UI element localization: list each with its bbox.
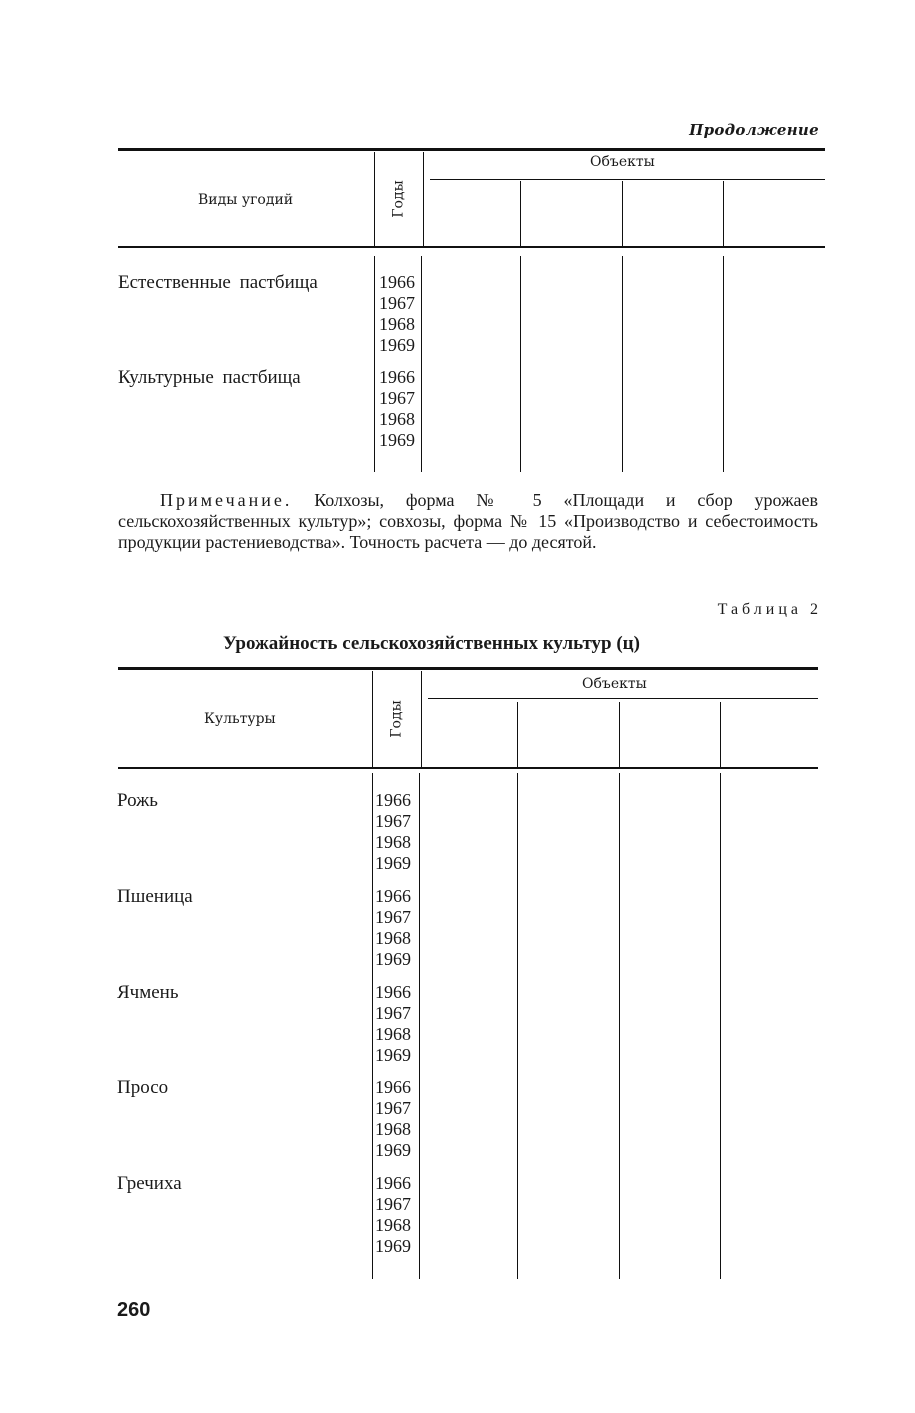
table2-row-years: 1966 1967 1968 1969 (375, 1077, 411, 1160)
table1-row-label: Естественные пастбища (118, 272, 318, 293)
table2-objects-rule (428, 698, 818, 699)
table1-row-years: 1966 1967 1968 1969 (379, 367, 415, 450)
note-lead: Примечание. (160, 490, 293, 510)
table1-col-divider-2 (423, 152, 424, 246)
table2-obj-divider-3 (720, 702, 721, 767)
table1-top-rule (118, 148, 825, 151)
table2-row-label: Просо (117, 1077, 169, 1098)
table1-obj-divider-3 (723, 181, 724, 246)
table2-top-rule (118, 667, 818, 670)
table2-header-rule (118, 767, 818, 769)
note-text: Колхозы, форма № 5 «Площади и сбор урожаев сельскохозяйственных культур»; совхозы, форма № 15 «Производство и себестоимость продукции растениеводства». Точность расчета — до десятой. (118, 490, 818, 552)
table2-row-label: Рожь (117, 790, 158, 811)
table1-row-years: 1966 1967 1968 1969 (379, 272, 415, 355)
table2-row-years: 1966 1967 1968 1969 (375, 1173, 411, 1256)
table2-header-years: Годы (388, 700, 405, 738)
table2-row-label: Гречиха (117, 1173, 182, 1194)
table1-body-divider-3 (520, 256, 521, 472)
table1-body-divider-1 (374, 256, 375, 472)
table1-objects-rule (430, 179, 825, 180)
table2-body-divider-3 (517, 773, 518, 1279)
table2-body-divider-4 (619, 773, 620, 1279)
table2-title: Урожайность сельскохозяйственных культур (ц) (223, 633, 640, 654)
table1-body-divider-4 (622, 256, 623, 472)
table2-row-years: 1966 1967 1968 1969 (375, 982, 411, 1065)
table2-obj-divider-2 (619, 702, 620, 767)
table1-row-label: Культурные пастбища (118, 367, 301, 388)
table2-col-divider-2 (421, 671, 422, 767)
table2-body-divider-1 (372, 773, 373, 1279)
page-number: 260 (117, 1299, 151, 1321)
table1-header-label: Виды угодий (198, 192, 294, 208)
table2-row-label: Ячмень (117, 982, 179, 1003)
table2-row-label: Пшеница (117, 886, 193, 907)
table1-header-rule (118, 246, 825, 248)
table2-row-years: 1966 1967 1968 1969 (375, 886, 411, 969)
table1-body-divider-2 (421, 256, 422, 472)
table2-body-divider-2 (419, 773, 420, 1279)
table1-body-divider-5 (723, 256, 724, 472)
table2-header-label: Культуры (204, 711, 276, 727)
table2-header-objects: Объекты (582, 676, 647, 692)
table1-header-objects: Объекты (590, 154, 655, 170)
table1-header-years: Годы (390, 180, 407, 218)
table2-label: Таблица 2 (717, 601, 822, 618)
table1-obj-divider-1 (520, 181, 521, 246)
continuation-label: Продолжение (689, 121, 819, 139)
table1-note (118, 490, 818, 553)
table2-body-divider-5 (720, 773, 721, 1279)
table1-obj-divider-2 (622, 181, 623, 246)
table2-obj-divider-1 (517, 702, 518, 767)
table2-row-years: 1966 1967 1968 1969 (375, 790, 411, 873)
